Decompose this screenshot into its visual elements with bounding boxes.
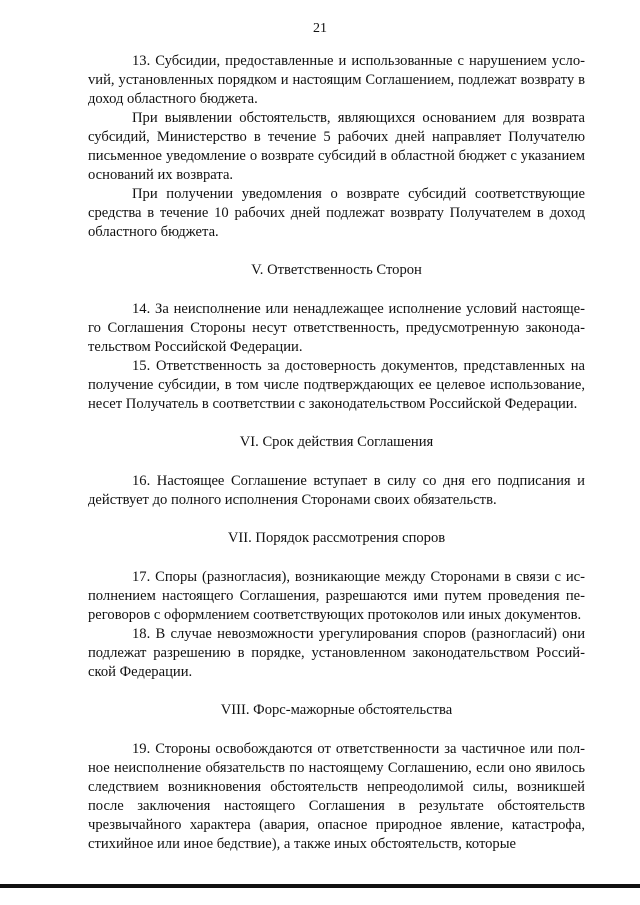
spacer <box>88 720 585 740</box>
spacer <box>88 510 585 529</box>
paragraph-18: 18. В случае невозможности урегулирования споров (разногласий) они подлежат разрешению в порядке, установленном законодательством Российской Федерации. <box>88 626 585 680</box>
paragraph-17: 17. Споры (разногласия), возникающие между Сторонами в связи с исполнением настоящего Соглашения, разрешаются ими путем проведения переговоров с оформлением соответствующих протоколов или иных документов. <box>88 569 585 623</box>
spacer <box>88 242 585 261</box>
paragraph-14: 14. За неисполнение или ненадлежащее исполнение условий настоящего Соглашения Стороны несут ответственность, предусмотренную законодательством Российской Федерации. <box>88 301 585 355</box>
section-heading-v: V. Ответственность Сторон <box>251 262 422 278</box>
page-bottom-rule <box>0 884 640 888</box>
spacer <box>88 682 585 701</box>
paragraph-13-return: При получении уведомления о возврате субсидий соответствующие средства в течение 10 рабочих дней подлежат возврату Получателем в доход областного бюджета. <box>88 186 585 240</box>
paragraph-13-detection: При выявлении обстоятельств, являющихся основанием для возврата субсидий, Министерство в течение 5 рабочих дней направляет Получателю письменное уведомление о возврате субсидий в областной бюджет с указанием оснований их возврата. <box>88 110 585 183</box>
spacer <box>88 548 585 568</box>
paragraph-15: 15. Ответственность за достоверность документов, представленных на получение субсидии, в том числе подтверждающих ее целевое использование, несет Получатель в соответствии с законодательством Российской Федерации. <box>88 358 585 412</box>
section-heading-vii: VII. Порядок рассмотрения споров <box>227 530 446 546</box>
document-body <box>88 52 585 854</box>
section-heading-viii: VIII. Форс-мажорные обстоятельства <box>220 702 453 718</box>
spacer <box>88 414 585 433</box>
section-heading-vi: VI. Срок действия Соглашения <box>239 434 434 450</box>
paragraph-16: 16. Настоящее Соглашение вступает в силу со дня его подписания и действует до полного исполнения Сторонами своих обязательств. <box>88 473 585 508</box>
spacer <box>88 280 585 300</box>
spacer <box>88 452 585 472</box>
paragraph-19: 19. Стороны освобождаются от ответственности за частичное или полное неисполнение обязательств по настоящему Соглашению, если оно явилось следствием возникновения обстоятельств непреодолимой силы, возникшей после заключения настоящего Соглашения в результате обстоятельств чрезвычайного характера (авария, опасное природное явление, катастрофа, стихийное или иное бедствие), а также иных обстоятельств, которые <box>88 741 585 852</box>
page-number: 21 <box>313 21 327 36</box>
paragraph-13: 13. Субсидии, предоставленные и использованные с нарушением услоvий, установленных порядком и настоящим Соглашением, подлежат возврату в доход областного бюджета. <box>88 53 585 107</box>
